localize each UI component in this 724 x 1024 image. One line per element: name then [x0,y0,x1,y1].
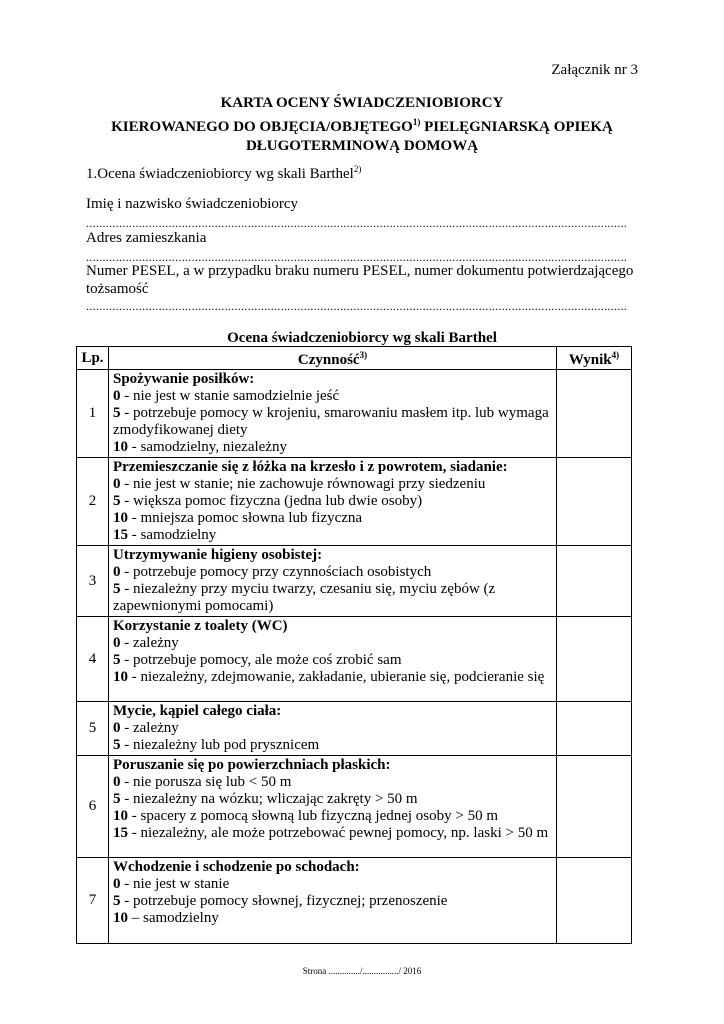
table-row [77,546,632,617]
score-value: 10 [113,439,128,455]
score-option [113,737,552,754]
score-description: – samodzielny [128,910,219,926]
score-value: 0 [113,564,121,580]
score-option [113,808,552,825]
section-heading [86,164,361,183]
activity-heading: Poruszanie się po powierzchniach płaskich: [113,757,391,773]
activity-heading: Utrzymywanie higieny osobistej: [113,547,323,563]
score-description: - potrzebuje pomocy w krojeniu, smarowaniu masłem itp. lub wymaga zmodyfikowanej diety [113,405,549,438]
result-cell[interactable] [557,756,632,858]
activity-heading: Wchodzenie i schodzenie po schodach: [113,859,360,875]
name-field[interactable]: .................................................................................................................................................................... [86,216,628,230]
activity-heading: Mycie, kąpiel całego ciała: [113,703,282,719]
score-option [113,669,552,686]
score-description: - nie jest w stanie samodzielnie jeść [120,388,340,404]
row-number: 1 [77,370,109,458]
score-option [113,388,552,405]
score-value: 10 [113,910,128,926]
score-value: 5 [113,791,121,807]
score-description: - samodzielny [128,527,217,543]
header-result [557,347,632,370]
score-option [113,527,552,544]
score-value: 0 [113,876,121,892]
score-value: 15 [113,825,128,841]
result-cell[interactable] [557,858,632,944]
score-option [113,476,552,493]
score-option [113,876,552,893]
annex-label: Załącznik nr 3 [551,62,638,78]
score-value: 10 [113,808,128,824]
result-cell[interactable] [557,546,632,617]
activity-cell [109,702,557,756]
footnote-ref: 2) [353,164,362,174]
name-label: Imię i nazwisko świadczeniobiorcy [86,196,299,212]
result-cell[interactable] [557,702,632,756]
score-description: - większa pomoc fizyczna (jedna lub dwie osoby) [120,493,423,509]
result-cell[interactable] [557,370,632,458]
table-row [77,370,632,458]
page-footer: Strona ............../................/ 2016 [302,966,422,976]
activity-heading: Korzystanie z toalety (WC) [113,618,288,634]
score-value: 15 [113,527,128,543]
activity-cell [109,458,557,546]
score-description: - nie jest w stanie; nie zachowuje równowagi przy siedzeniu [120,476,486,492]
activity-heading: Przemieszczanie się z łóżka na krzesło i z powrotem, siadanie: [113,459,508,475]
score-value: 0 [113,388,121,404]
table-row [77,617,632,702]
header-result-text: Wynik [568,352,612,368]
section-heading-text: 1.Ocena świadczeniobiorcy wg skali Barthel [86,166,354,182]
score-description: - samodzielny, niezależny [128,439,287,455]
score-option [113,564,552,581]
score-description: - potrzebuje pomocy słownej, fizycznej; przenoszenie [120,893,448,909]
table-row [77,702,632,756]
score-description: - niezależny, zdejmowanie, zakładanie, ubieranie się, podcieranie się [128,669,545,685]
score-option [113,893,552,910]
activity-cell [109,617,557,702]
title-line-2b: PIELĘGNIARSKĄ OPIEKĄ [420,119,613,135]
row-number: 7 [77,858,109,944]
activity-cell [109,756,557,858]
score-value: 5 [113,652,121,668]
score-description: - zależny [120,635,179,651]
result-cell[interactable] [557,617,632,702]
table-row [77,458,632,546]
score-value: 5 [113,581,121,597]
result-cell[interactable] [557,458,632,546]
activity-cell [109,546,557,617]
score-value: 10 [113,510,128,526]
activity-cell [109,370,557,458]
score-description: - zależny [120,720,179,736]
score-value: 5 [113,737,121,753]
score-option [113,405,552,439]
score-description: - mniejsza pomoc słowna lub fizyczna [128,510,363,526]
row-number: 5 [77,702,109,756]
score-option [113,510,552,527]
score-option [113,581,552,615]
score-option [113,652,552,669]
row-number: 3 [77,546,109,617]
barthel-table [76,346,632,944]
activity-heading: Spożywanie posiłków: [113,371,255,387]
footnote-ref: 3) [359,350,368,360]
header-activity [109,347,557,370]
score-description: - nie jest w stanie [120,876,230,892]
row-number: 4 [77,617,109,702]
address-label: Adres zamieszkania [86,230,207,246]
score-description: - spacery z pomocą słowną lub fizyczną jednej osoby > 50 m [128,808,499,824]
activity-cell [109,858,557,944]
score-description: - nie porusza się lub < 50 m [120,774,292,790]
score-option [113,774,552,791]
score-description: - niezależny na wózku; wliczając zakręty > 50 m [120,791,418,807]
table-caption: Ocena świadczeniobiorcy wg skali Barthel [227,330,497,346]
score-value: 0 [113,476,121,492]
score-option [113,910,552,927]
row-number: 2 [77,458,109,546]
score-value: 10 [113,669,128,685]
score-option [113,720,552,737]
score-option [113,439,552,456]
row-number: 6 [77,756,109,858]
title-line-3: DŁUGOTERMINOWĄ DOMOWĄ [245,138,479,154]
score-description: - niezależny lub pod prysznicem [120,737,320,753]
score-value: 5 [113,493,121,509]
pesel-field[interactable]: .................................................................................................................................................................... [86,299,628,313]
table-header-row [77,347,632,370]
address-field[interactable]: .................................................................................................................................................................... [86,250,628,264]
score-value: 5 [113,405,121,421]
score-option [113,635,552,652]
score-value: 5 [113,893,121,909]
table-row [77,756,632,858]
title-line-2 [0,113,724,137]
pesel-label-1: Numer PESEL, a w przypadku braku numeru PESEL, numer dokumentu potwierdzającego [86,263,634,279]
score-value: 0 [113,774,121,790]
header-activity-text: Czynność [297,352,360,368]
score-description: - potrzebuje pomocy przy czynnościach osobistych [120,564,432,580]
score-option [113,493,552,510]
score-option [113,791,552,808]
title-line-2a: KIEROWANEGO DO OBJĘCIA/OBJĘTEGO [111,119,413,135]
score-value: 0 [113,635,121,651]
score-description: - niezależny przy myciu twarzy, czesaniu się, myciu zębów (z zapewnionymi pomocami) [113,581,496,614]
score-value: 0 [113,720,121,736]
title-line-1: KARTA OCENY ŚWIADCZENIOBIORCY [220,95,504,111]
header-lp: Lp. [77,347,109,370]
footnote-ref: 4) [611,350,620,360]
score-description: - potrzebuje pomocy, ale może coś zrobić sam [120,652,402,668]
footnote-ref: 1) [412,117,421,127]
score-description: - niezależny, ale może potrzebować pewnej pomocy, np. laski > 50 m [128,825,549,841]
pesel-label-2: tożsamość [86,281,149,297]
page-title [0,94,724,156]
score-option [113,825,552,842]
table-row [77,858,632,944]
